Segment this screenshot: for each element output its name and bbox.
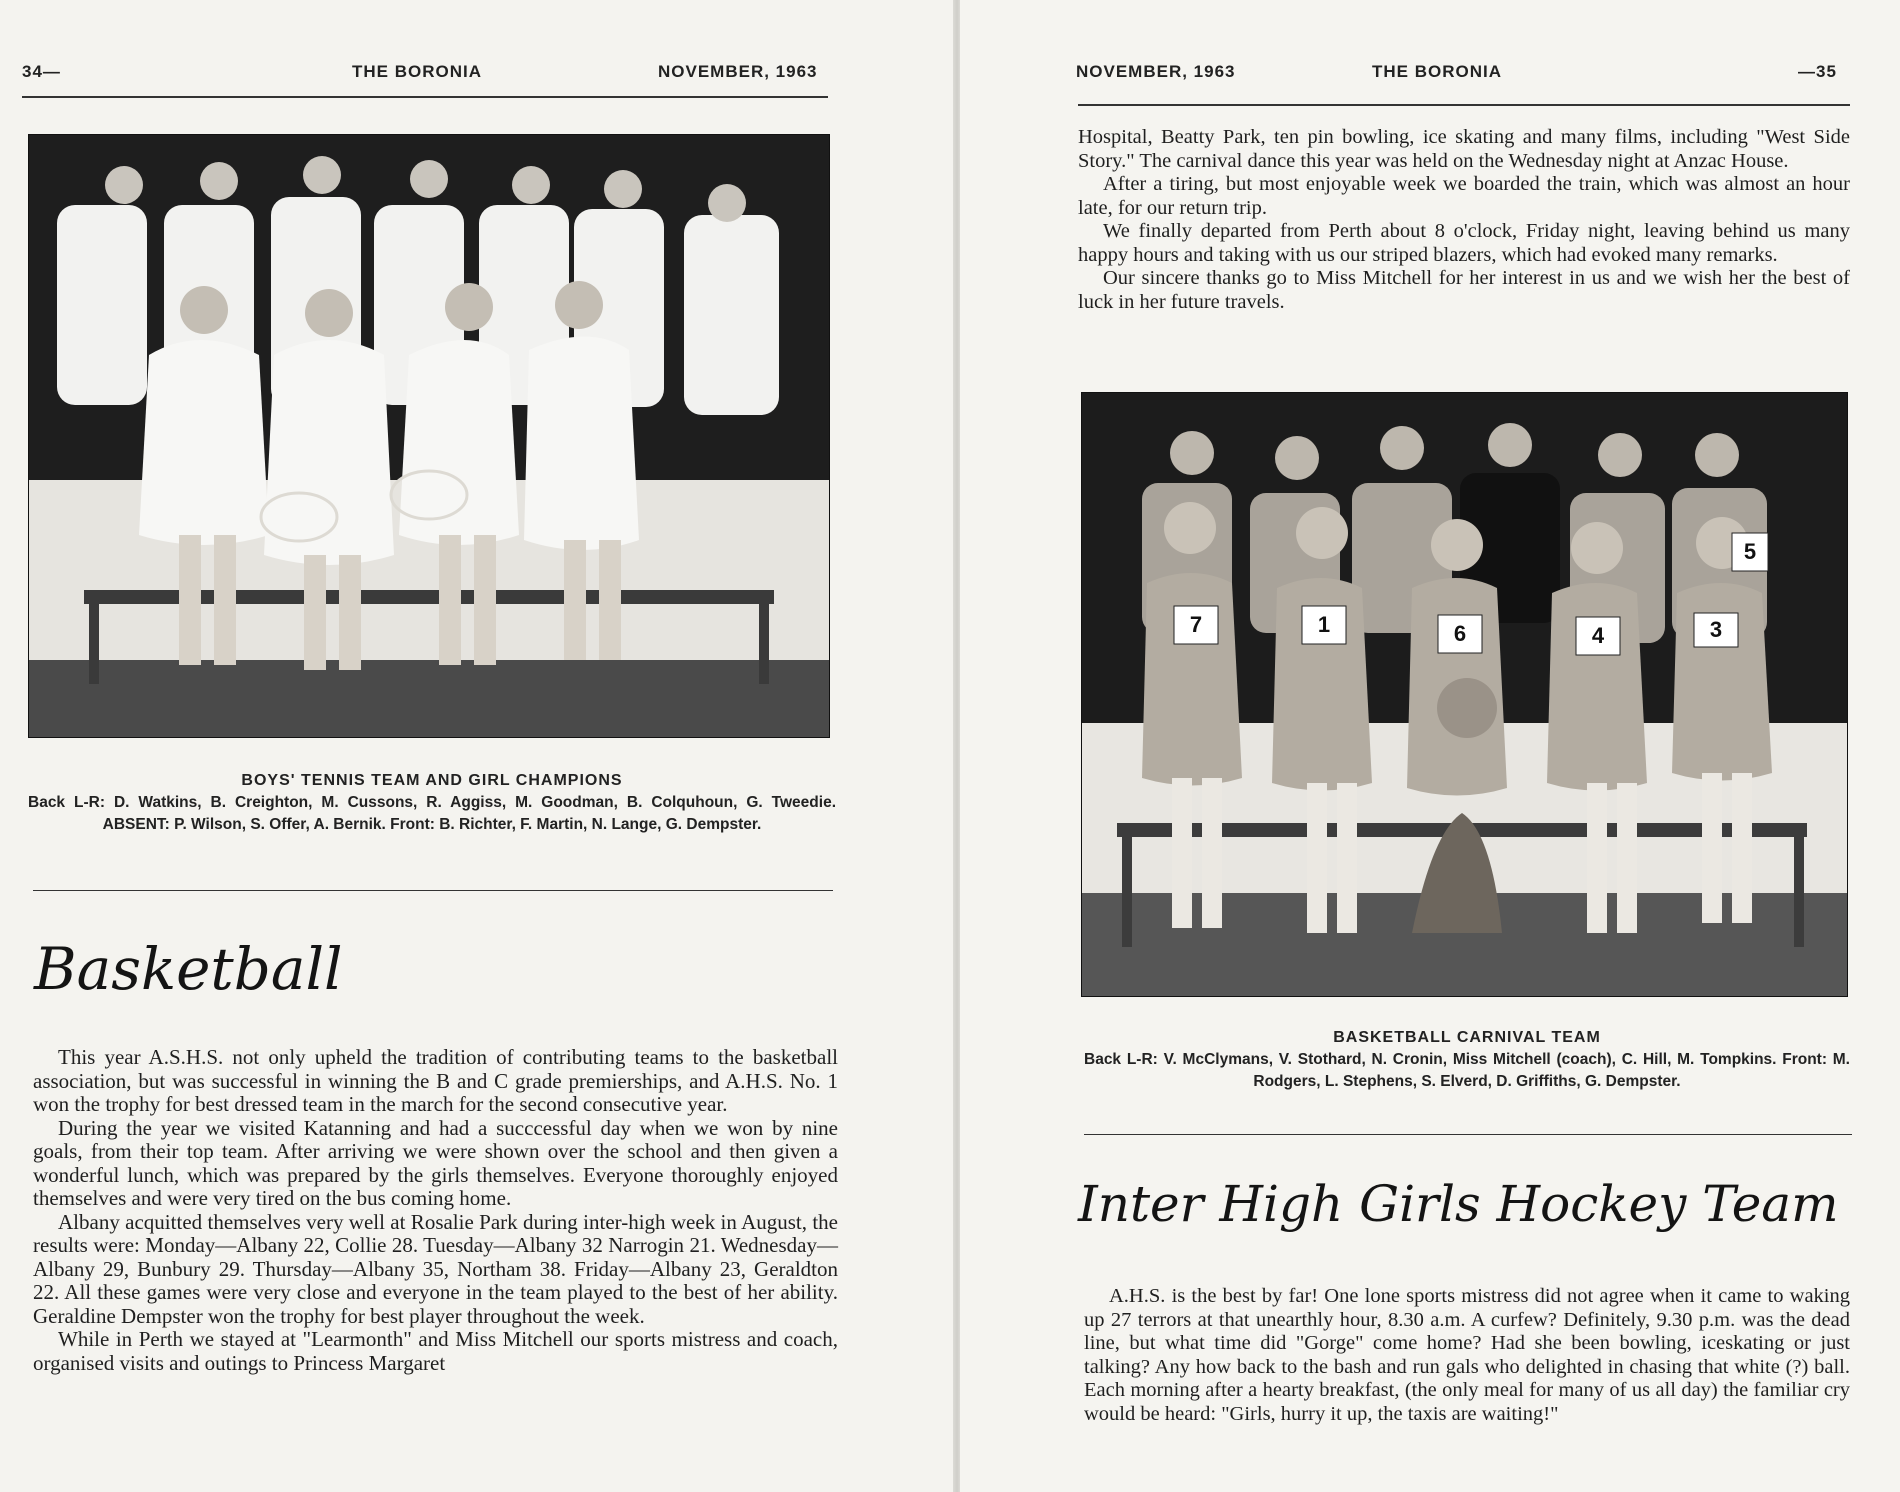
right-page xyxy=(960,0,1900,1492)
continued-article xyxy=(1078,126,1850,314)
article-paragraph: During the year we visited Katanning and had a succcessful day when we won by nine goals, from their top team. After arriving we were shown over the school and then given a wonderful lunch, which was prepared by the girls themselves. Everyone thoroughly enjoyed themselves and were very tired on the bus coming home. xyxy=(33,1115,838,1210)
hockey-article xyxy=(1084,1285,1850,1426)
article-paragraph: We finally departed from Perth about 8 o'clock, Friday night, leaving behind us many happy hours and taking with us our striped blazers, which had evoked many remarks. xyxy=(1078,220,1850,266)
caption-body: Back L-R: V. McClymans, V. Stothard, N. Cronin, Miss Mitchell (coach), C. Hill, M. Tompkins. Front: M. Rodgers, L. Stephens, S. Elverd, D. Griffiths, G. Dempster. xyxy=(1084,1051,1850,1090)
publication-title: THE BORONIA xyxy=(352,62,482,81)
caption-title: BOYS' TENNIS TEAM AND GIRL CHAMPIONS xyxy=(241,772,623,789)
article-paragraph: While in Perth we stayed at "Learmonth" and Miss Mitchell our sports mistress and coach, organised visits and outings to Princess Margaret xyxy=(33,1327,838,1375)
basketball-team-photo xyxy=(1081,392,1848,997)
jersey-number-label: 4 xyxy=(1591,623,1605,648)
header-rule xyxy=(1078,104,1850,106)
jersey-number-label: 6 xyxy=(1453,621,1467,646)
publication-title: THE BORONIA xyxy=(1372,62,1502,81)
tennis-photo-caption xyxy=(28,770,836,836)
issue-date: NOVEMBER, 1963 xyxy=(1076,62,1236,81)
jersey-number-label: 3 xyxy=(1709,617,1723,642)
basketball-article xyxy=(33,1046,838,1375)
article-paragraph: Albany acquitted themselves very well at Rosalie Park during inter-high week in August, the results were: Monday—Albany 22, Collie 28. Tuesday—Albany 32 Narrogin 21. Wednesday—Albany 29, Bunbury 29. Thursday—Albany 35, Northam 38. Friday—Albany 23, Geraldton 22. All these games were very close and everyone in the team played to the best of her ability. Geraldine Dempster won the trophy for best player throughout the week. xyxy=(33,1209,838,1328)
article-paragraph: After a tiring, but most enjoyable week we boarded the train, which was almost an hour late, for our return trip. xyxy=(1078,173,1850,219)
section-title-basketball: Basketball xyxy=(34,935,343,1003)
section-rule xyxy=(33,890,833,891)
caption-body: Back L-R: D. Watkins, B. Creighton, M. Cussons, R. Aggiss, M. Goodman, B. Colquhoun, G. Tweedie. ABSENT: P. Wilson, S. Offer, A. Bernik. Front: B. Richter, F. Martin, N. Lange, G. Dempster. xyxy=(28,794,836,833)
article-paragraph: Hospital, Beatty Park, ten pin bowling, ice skating and many films, including "West Side Story." The carnival dance this year was held on the Wednesday night at Anzac House. xyxy=(1078,126,1850,172)
article-paragraph: A.H.S. is the best by far! One lone sports mistress did not agree when it came to waking up 27 terrors at that unearthly hour, 8.30 a.m. A curfew? Definitely, 9.30 p.m. was the dead line, but what time did "Gorge" come home? Had she been bowling, iceskating or just talking? Any how back to the bash and run gals who delighted in chasing that white (?) ball. Each morning after a hearty breakfast, (the only meal for many of us all day) the familiar cry would be heard: "Girls, hurry it up, the taxis are waiting!" xyxy=(1084,1285,1850,1425)
article-paragraph: This year A.S.H.S. not only upheld the tradition of contributing teams to the basketball association, but was successful in winning the B and C grade premierships, and A.H.S. No. 1 won the trophy for best dressed team in the march for the second consecutive year. xyxy=(33,1045,838,1116)
jersey-number-label: 5 xyxy=(1743,539,1757,564)
left-page-header xyxy=(22,62,832,84)
jersey-number-label: 7 xyxy=(1189,612,1203,637)
section-title-hockey: Inter High Girls Hockey Team xyxy=(1078,1175,1839,1233)
tennis-team-photo xyxy=(28,134,830,738)
page-number: 34— xyxy=(22,62,61,81)
issue-date: NOVEMBER, 1963 xyxy=(658,62,818,81)
jersey-number-label: 1 xyxy=(1317,612,1331,637)
right-page-header xyxy=(1076,62,1896,84)
caption-title: BASKETBALL CARNIVAL TEAM xyxy=(1333,1029,1601,1046)
header-rule xyxy=(22,96,828,98)
section-rule xyxy=(1084,1134,1852,1135)
article-paragraph: Our sincere thanks go to Miss Mitchell for her interest in us and we wish her the best of luck in her future travels. xyxy=(1078,267,1850,313)
basketball-photo-caption xyxy=(1084,1027,1850,1093)
page-number: —35 xyxy=(1798,62,1837,81)
